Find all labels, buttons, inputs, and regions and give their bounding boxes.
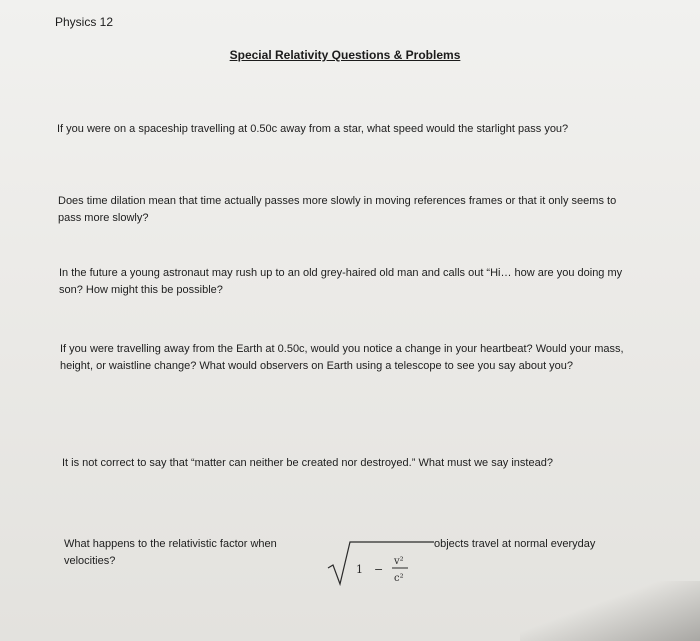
worksheet-title: Special Relativity Questions & Problems [229, 48, 461, 62]
formula-one: 1 [356, 563, 363, 576]
formula-denominator: c² [394, 573, 404, 584]
question-1: If you were on a spaceship travelling at 0.50c away from a star, what speed would the starlight pass you? [57, 123, 569, 135]
photo-shadow [520, 581, 700, 641]
question-6-text-end: objects travel at normal everyday [434, 538, 596, 550]
question-5: It is not correct to say that “matter can neither be created nor destroyed.” What must we say instead? [62, 457, 553, 469]
formula-numerator: v² [394, 556, 404, 567]
question-2: Does time dilation mean that time actually passes more slowly in moving references frames or that it only seems to pass more slowly? [58, 195, 617, 224]
question-3: In the future a young astronaut may rush up to an old grey-haired old man and calls out “Hi… how are you doing my son? How might this be possible? [59, 267, 623, 296]
question-4: If you were travelling away from the Earth at 0.50c, would you notice a change in your heartbeat? Would your mass, height, or waistline change? What would observers on Earth using a telescope to see you say about you? [60, 343, 624, 372]
formula-minus: − [374, 563, 384, 576]
course-label: Physics 12 [55, 15, 114, 29]
question-6-text-start: What happens to the relativistic factor when velocities? [64, 538, 277, 567]
sqrt-formula-graphic [326, 540, 436, 590]
relativistic-factor-formula [326, 540, 436, 590]
